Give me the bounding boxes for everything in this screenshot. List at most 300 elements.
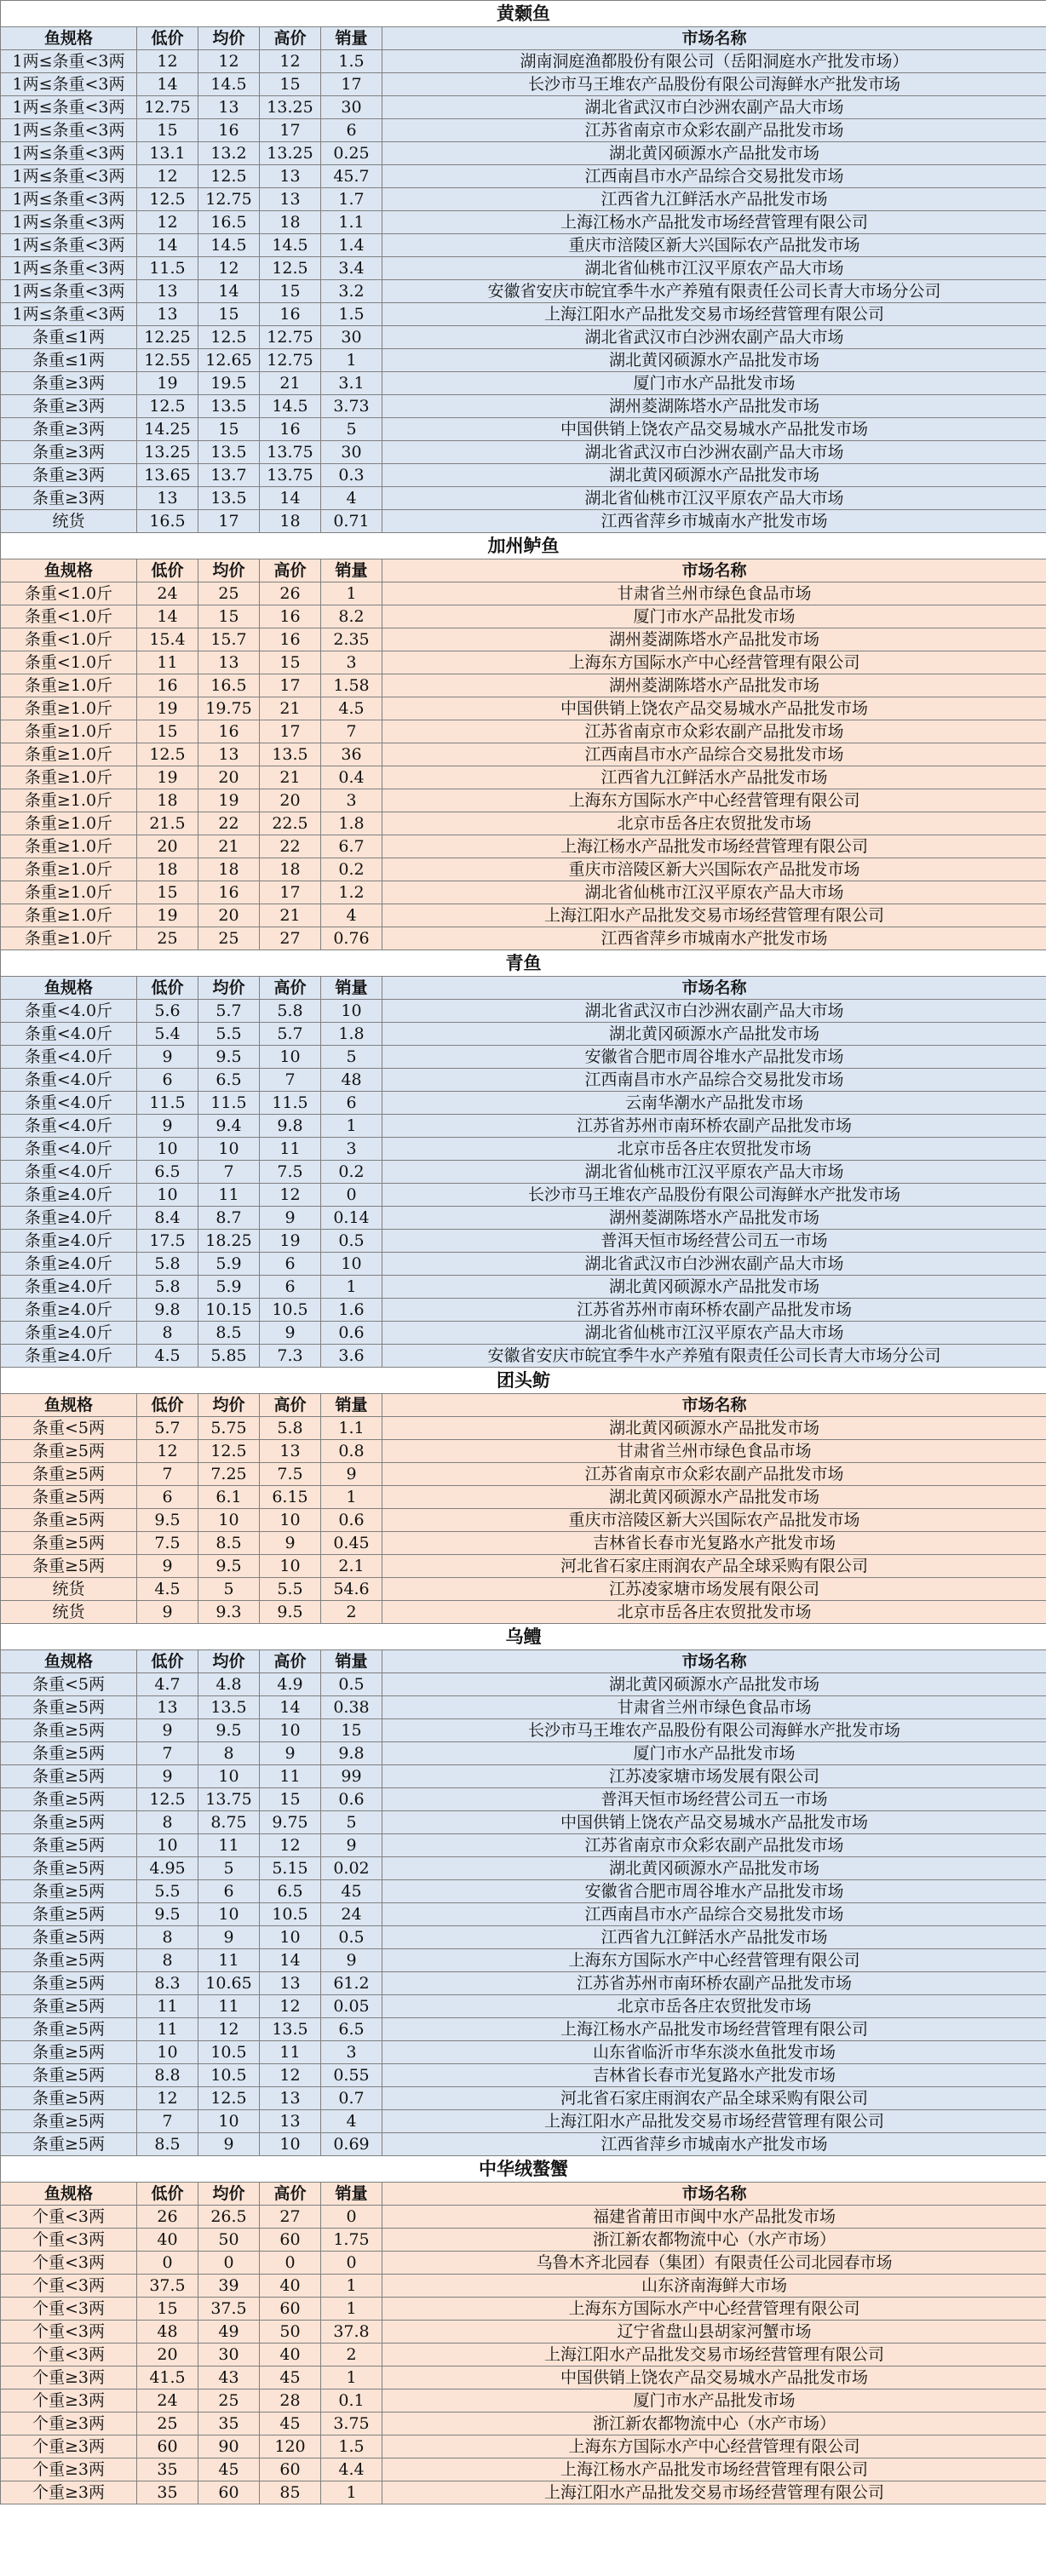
market-name-cell: 湖南洞庭渔都股份有限公司（岳阳洞庭水产批发市场） — [382, 50, 1046, 73]
high-price-cell: 14 — [260, 487, 321, 510]
market-name-cell: 河北省石家庄雨润农产品全球采购有限公司 — [382, 1555, 1046, 1578]
avg-price-cell: 30 — [198, 2344, 260, 2367]
high-price-cell: 11 — [260, 1138, 321, 1161]
avg-price-cell: 13.7 — [198, 464, 260, 487]
market-name-cell: 云南华潮水产品批发市场 — [382, 1092, 1046, 1115]
table-row — [1, 2206, 1046, 2229]
low-price-cell: 12.5 — [137, 743, 198, 766]
volume-cell: 1 — [321, 582, 382, 605]
volume-cell: 9 — [321, 1463, 382, 1486]
market-name-cell: 北京市岳各庄农贸批发市场 — [382, 1995, 1046, 2018]
table-row — [1, 326, 1046, 349]
high-price-cell: 7.5 — [260, 1161, 321, 1184]
table-row — [1, 1742, 1046, 1765]
low-price-cell: 4.5 — [137, 1578, 198, 1601]
table-row — [1, 234, 1046, 257]
table-row — [1, 1972, 1046, 1995]
spec-cell: 条重≥5两 — [1, 2110, 137, 2133]
low-price-cell: 14.25 — [137, 418, 198, 441]
high-price-cell: 15 — [260, 651, 321, 674]
market-name-cell: 普洱天恒市场经营公司五一市场 — [382, 1230, 1046, 1253]
table-row — [1, 1696, 1046, 1719]
table-row — [1, 1903, 1046, 1926]
market-name-cell: 江西省九江鲜活水产品批发市场 — [382, 188, 1046, 211]
spec-cell: 条重≥1.0斤 — [1, 697, 137, 720]
avg-price-cell: 5.85 — [198, 1345, 260, 1368]
column-header: 销量 — [321, 27, 382, 50]
table-row — [1, 2229, 1046, 2252]
spec-cell: 个重≥3两 — [1, 2458, 137, 2481]
high-price-cell: 22 — [260, 835, 321, 858]
high-price-cell: 9 — [260, 1207, 321, 1230]
avg-price-cell: 43 — [198, 2367, 260, 2390]
section-title-row — [1, 950, 1046, 977]
volume-cell: 1.58 — [321, 674, 382, 697]
low-price-cell: 10 — [137, 2041, 198, 2064]
table-row — [1, 441, 1046, 464]
high-price-cell: 12 — [260, 1184, 321, 1207]
table-row — [1, 1880, 1046, 1903]
avg-price-cell: 25 — [198, 927, 260, 950]
avg-price-cell: 16 — [198, 119, 260, 142]
section-title-row — [1, 2156, 1046, 2183]
table-row — [1, 142, 1046, 165]
table-row — [1, 697, 1046, 720]
avg-price-cell: 9.5 — [198, 1555, 260, 1578]
spec-cell: 条重≥5两 — [1, 2041, 137, 2064]
high-price-cell: 60 — [260, 2298, 321, 2321]
spec-cell: 1两≤条重<3两 — [1, 234, 137, 257]
table-row — [1, 2064, 1046, 2087]
high-price-cell: 14 — [260, 1696, 321, 1719]
spec-cell: 条重≥3两 — [1, 395, 137, 418]
spec-cell: 条重≥3两 — [1, 487, 137, 510]
market-name-cell: 江苏省苏州市南环桥农副产品批发市场 — [382, 1299, 1046, 1322]
table-row — [1, 766, 1046, 789]
table-row — [1, 674, 1046, 697]
low-price-cell: 11.5 — [137, 1092, 198, 1115]
high-price-cell: 21 — [260, 904, 321, 927]
table-row — [1, 2275, 1046, 2298]
volume-cell: 0.5 — [321, 1230, 382, 1253]
avg-price-cell: 19 — [198, 789, 260, 812]
section-title-row — [1, 1, 1046, 27]
avg-price-cell: 17 — [198, 510, 260, 533]
high-price-cell: 13 — [260, 188, 321, 211]
spec-cell: 条重≥5两 — [1, 1463, 137, 1486]
volume-cell: 0 — [321, 1184, 382, 1207]
table-row — [1, 1926, 1046, 1949]
low-price-cell: 19 — [137, 766, 198, 789]
volume-cell: 45.7 — [321, 165, 382, 188]
market-name-cell: 湖州菱湖陈塔水产品批发市场 — [382, 674, 1046, 697]
low-price-cell: 16.5 — [137, 510, 198, 533]
avg-price-cell: 5 — [198, 1857, 260, 1880]
avg-price-cell: 39 — [198, 2275, 260, 2298]
market-name-cell: 湖北省仙桃市江汉平原农产品大市场 — [382, 487, 1046, 510]
market-name-cell: 江苏省南京市众彩农副产品批发市场 — [382, 1834, 1046, 1857]
low-price-cell: 6.5 — [137, 1161, 198, 1184]
volume-cell: 1 — [321, 349, 382, 372]
low-price-cell: 12 — [137, 50, 198, 73]
column-header: 高价 — [260, 2183, 321, 2206]
low-price-cell: 11 — [137, 2018, 198, 2041]
market-name-cell: 湖北省仙桃市江汉平原农产品大市场 — [382, 257, 1046, 280]
table-row — [1, 2321, 1046, 2344]
avg-price-cell: 5.9 — [198, 1253, 260, 1276]
spec-cell: 个重<3两 — [1, 2229, 137, 2252]
table-row — [1, 1184, 1046, 1207]
high-price-cell: 12.75 — [260, 349, 321, 372]
volume-cell: 0.14 — [321, 1207, 382, 1230]
high-price-cell: 18 — [260, 510, 321, 533]
high-price-cell: 5.8 — [260, 1417, 321, 1440]
volume-cell: 8.2 — [321, 605, 382, 628]
table-row — [1, 119, 1046, 142]
low-price-cell: 12 — [137, 2087, 198, 2110]
high-price-cell: 16 — [260, 605, 321, 628]
table-row — [1, 372, 1046, 395]
low-price-cell: 5.8 — [137, 1276, 198, 1299]
table-row — [1, 1115, 1046, 1138]
volume-cell: 30 — [321, 326, 382, 349]
market-name-cell: 厦门市水产品批发市场 — [382, 372, 1046, 395]
volume-cell: 30 — [321, 96, 382, 119]
spec-cell: 条重<1.0斤 — [1, 651, 137, 674]
market-name-cell: 安徽省安庆市皖宜季牛水产养殖有限责任公司长青大市场分公司 — [382, 280, 1046, 303]
high-price-cell: 12 — [260, 2064, 321, 2087]
spec-cell: 条重≥1.0斤 — [1, 789, 137, 812]
high-price-cell: 60 — [260, 2458, 321, 2481]
table-row — [1, 1000, 1046, 1023]
volume-cell: 4 — [321, 2110, 382, 2133]
table-row — [1, 1834, 1046, 1857]
high-price-cell: 10 — [260, 1046, 321, 1069]
table-row — [1, 395, 1046, 418]
low-price-cell: 13 — [137, 1696, 198, 1719]
volume-cell: 0.6 — [321, 1322, 382, 1345]
volume-cell: 0.6 — [321, 1788, 382, 1811]
high-price-cell: 50 — [260, 2321, 321, 2344]
volume-cell: 1.2 — [321, 881, 382, 904]
high-price-cell: 20 — [260, 789, 321, 812]
market-name-cell: 江西南昌市水产品综合交易批发市场 — [382, 1903, 1046, 1926]
avg-price-cell: 6.1 — [198, 1486, 260, 1509]
low-price-cell: 0 — [137, 2252, 198, 2275]
avg-price-cell: 13.2 — [198, 142, 260, 165]
table-row — [1, 165, 1046, 188]
table-row — [1, 1857, 1046, 1880]
volume-cell: 3.4 — [321, 257, 382, 280]
low-price-cell: 8 — [137, 1949, 198, 1972]
high-price-cell: 7.3 — [260, 1345, 321, 1368]
market-name-cell: 上海东方国际水产中心经营管理有限公司 — [382, 2435, 1046, 2458]
low-price-cell: 12.25 — [137, 326, 198, 349]
section-title: 中华绒螯蟹 — [1, 2156, 1046, 2183]
avg-price-cell: 10.5 — [198, 2064, 260, 2087]
high-price-cell: 11 — [260, 2041, 321, 2064]
table-row — [1, 1230, 1046, 1253]
avg-price-cell: 25 — [198, 2390, 260, 2412]
volume-cell: 48 — [321, 1069, 382, 1092]
market-name-cell: 长沙市马王堆农产品股份有限公司海鲜水产批发市场 — [382, 1719, 1046, 1742]
spec-cell: 条重≥1.0斤 — [1, 812, 137, 835]
avg-price-cell: 12.65 — [198, 349, 260, 372]
market-name-cell: 湖北省仙桃市江汉平原农产品大市场 — [382, 1322, 1046, 1345]
spec-cell: 条重≥5两 — [1, 1903, 137, 1926]
volume-cell: 0.38 — [321, 1696, 382, 1719]
high-price-cell: 13 — [260, 2110, 321, 2133]
spec-cell: 条重≥5两 — [1, 1857, 137, 1880]
volume-cell: 3.2 — [321, 280, 382, 303]
column-header: 低价 — [137, 27, 198, 50]
low-price-cell: 25 — [137, 2412, 198, 2435]
table-row — [1, 2110, 1046, 2133]
high-price-cell: 7 — [260, 1069, 321, 1092]
high-price-cell: 13.5 — [260, 743, 321, 766]
avg-price-cell: 14.5 — [198, 234, 260, 257]
avg-price-cell: 13.5 — [198, 487, 260, 510]
volume-cell: 6.7 — [321, 835, 382, 858]
table-row — [1, 720, 1046, 743]
volume-cell: 2 — [321, 2344, 382, 2367]
volume-cell: 0.7 — [321, 2087, 382, 2110]
table-row — [1, 1995, 1046, 2018]
high-price-cell: 9 — [260, 1322, 321, 1345]
volume-cell: 1.5 — [321, 50, 382, 73]
spec-cell: 条重≥3两 — [1, 418, 137, 441]
low-price-cell: 20 — [137, 2344, 198, 2367]
avg-price-cell: 10.15 — [198, 1299, 260, 1322]
avg-price-cell: 5.5 — [198, 1023, 260, 1046]
spec-cell: 条重<4.0斤 — [1, 1092, 137, 1115]
table-row — [1, 1601, 1046, 1624]
table-row — [1, 1276, 1046, 1299]
market-name-cell: 北京市岳各庄农贸批发市场 — [382, 812, 1046, 835]
low-price-cell: 37.5 — [137, 2275, 198, 2298]
avg-price-cell: 10 — [198, 1903, 260, 1926]
volume-cell: 0.1 — [321, 2390, 382, 2412]
market-name-cell: 上海江阳水产品批发交易市场经营管理有限公司 — [382, 2344, 1046, 2367]
column-header: 高价 — [260, 1650, 321, 1673]
avg-price-cell: 21 — [198, 835, 260, 858]
high-price-cell: 11 — [260, 1765, 321, 1788]
market-name-cell: 湖北黄冈硕源水产品批发市场 — [382, 1857, 1046, 1880]
high-price-cell: 14.5 — [260, 395, 321, 418]
table-row — [1, 1161, 1046, 1184]
volume-cell: 2.1 — [321, 1555, 382, 1578]
spec-cell: 条重≥5两 — [1, 1834, 137, 1857]
low-price-cell: 26 — [137, 2206, 198, 2229]
market-name-cell: 上海江阳水产品批发交易市场经营管理有限公司 — [382, 2110, 1046, 2133]
spec-cell: 1两≤条重<3两 — [1, 257, 137, 280]
high-price-cell: 6.5 — [260, 1880, 321, 1903]
avg-price-cell: 12 — [198, 257, 260, 280]
market-name-cell: 江苏省苏州市南环桥农副产品批发市场 — [382, 1972, 1046, 1995]
avg-price-cell: 0 — [198, 2252, 260, 2275]
volume-cell: 24 — [321, 1903, 382, 1926]
table-row — [1, 812, 1046, 835]
high-price-cell: 21 — [260, 697, 321, 720]
low-price-cell: 8 — [137, 1322, 198, 1345]
table-row — [1, 1486, 1046, 1509]
spec-cell: 1两≤条重<3两 — [1, 280, 137, 303]
low-price-cell: 12.5 — [137, 188, 198, 211]
high-price-cell: 10 — [260, 1555, 321, 1578]
avg-price-cell: 60 — [198, 2481, 260, 2504]
high-price-cell: 40 — [260, 2344, 321, 2367]
spec-cell: 条重≥3两 — [1, 372, 137, 395]
high-price-cell: 21 — [260, 766, 321, 789]
avg-price-cell: 35 — [198, 2412, 260, 2435]
volume-cell: 45 — [321, 1880, 382, 1903]
spec-cell: 个重<3两 — [1, 2298, 137, 2321]
spec-cell: 条重≥5两 — [1, 2064, 137, 2087]
high-price-cell: 5.15 — [260, 1857, 321, 1880]
table-row — [1, 1788, 1046, 1811]
avg-price-cell: 12.75 — [198, 188, 260, 211]
low-price-cell: 5.4 — [137, 1023, 198, 1046]
low-price-cell: 15 — [137, 720, 198, 743]
market-name-cell: 河北省石家庄雨润农产品全球采购有限公司 — [382, 2087, 1046, 2110]
spec-cell: 条重≥5两 — [1, 1509, 137, 1532]
volume-cell: 9.8 — [321, 1742, 382, 1765]
low-price-cell: 19 — [137, 697, 198, 720]
table-row — [1, 2390, 1046, 2412]
spec-cell: 条重≥4.0斤 — [1, 1276, 137, 1299]
high-price-cell: 17 — [260, 674, 321, 697]
market-name-cell: 厦门市水产品批发市场 — [382, 2390, 1046, 2412]
low-price-cell: 9.8 — [137, 1299, 198, 1322]
volume-cell: 0.76 — [321, 927, 382, 950]
table-row — [1, 2344, 1046, 2367]
high-price-cell: 16 — [260, 303, 321, 326]
low-price-cell: 12.75 — [137, 96, 198, 119]
market-name-cell: 浙江新农都物流中心（水产市场） — [382, 2229, 1046, 2252]
table-row — [1, 211, 1046, 234]
market-name-cell: 上海江阳水产品批发交易市场经营管理有限公司 — [382, 303, 1046, 326]
low-price-cell: 7 — [137, 1463, 198, 1486]
low-price-cell: 12 — [137, 1440, 198, 1463]
market-name-cell: 江苏凌家塘市场发展有限公司 — [382, 1578, 1046, 1601]
low-price-cell: 16 — [137, 674, 198, 697]
high-price-cell: 27 — [260, 927, 321, 950]
header-row — [1, 1650, 1046, 1673]
avg-price-cell: 13.5 — [198, 1696, 260, 1719]
low-price-cell: 9 — [137, 1115, 198, 1138]
column-header: 高价 — [260, 27, 321, 50]
avg-price-cell: 18 — [198, 858, 260, 881]
spec-cell: 条重≥5两 — [1, 1949, 137, 1972]
column-header: 销量 — [321, 559, 382, 582]
spec-cell: 统货 — [1, 1578, 137, 1601]
volume-cell: 3 — [321, 1138, 382, 1161]
market-name-cell: 山东济南海鲜大市场 — [382, 2275, 1046, 2298]
avg-price-cell: 37.5 — [198, 2298, 260, 2321]
column-header: 均价 — [198, 2183, 260, 2206]
table-row — [1, 1023, 1046, 1046]
low-price-cell: 35 — [137, 2458, 198, 2481]
avg-price-cell: 15 — [198, 303, 260, 326]
table-row — [1, 2018, 1046, 2041]
low-price-cell: 5.7 — [137, 1417, 198, 1440]
table-row — [1, 1555, 1046, 1578]
table-row — [1, 96, 1046, 119]
column-header: 市场名称 — [382, 1650, 1046, 1673]
low-price-cell: 13 — [137, 303, 198, 326]
market-name-cell: 湖北省仙桃市江汉平原农产品大市场 — [382, 1161, 1046, 1184]
avg-price-cell: 12.5 — [198, 1440, 260, 1463]
spec-cell: 个重≥3两 — [1, 2390, 137, 2412]
avg-price-cell: 11 — [198, 1949, 260, 1972]
high-price-cell: 6.15 — [260, 1486, 321, 1509]
volume-cell: 3.1 — [321, 372, 382, 395]
spec-cell: 1两≤条重<3两 — [1, 303, 137, 326]
volume-cell: 0.71 — [321, 510, 382, 533]
market-name-cell: 甘肃省兰州市绿色食品市场 — [382, 1440, 1046, 1463]
spec-cell: 个重≥3两 — [1, 2435, 137, 2458]
table-row — [1, 1092, 1046, 1115]
avg-price-cell: 14.5 — [198, 73, 260, 96]
low-price-cell: 41.5 — [137, 2367, 198, 2390]
spec-cell: 条重≥5两 — [1, 1811, 137, 1834]
column-header: 高价 — [260, 977, 321, 1000]
spec-cell: 1两≤条重<3两 — [1, 165, 137, 188]
market-name-cell: 上海江阳水产品批发交易市场经营管理有限公司 — [382, 2481, 1046, 2504]
volume-cell: 4 — [321, 487, 382, 510]
market-name-cell: 湖北省武汉市白沙洲农副产品大市场 — [382, 1000, 1046, 1023]
market-name-cell: 湖北黄冈硕源水产品批发市场 — [382, 1023, 1046, 1046]
market-name-cell: 厦门市水产品批发市场 — [382, 1742, 1046, 1765]
spec-cell: 条重<1.0斤 — [1, 582, 137, 605]
market-name-cell: 长沙市马王堆农产品股份有限公司海鲜水产批发市场 — [382, 1184, 1046, 1207]
market-name-cell: 江西省萍乡市城南水产批发市场 — [382, 927, 1046, 950]
market-name-cell: 吉林省长春市光复路水产批发市场 — [382, 1532, 1046, 1555]
market-name-cell: 江西省九江鲜活水产品批发市场 — [382, 766, 1046, 789]
table-row — [1, 858, 1046, 881]
market-name-cell: 湖州菱湖陈塔水产品批发市场 — [382, 628, 1046, 651]
avg-price-cell: 5.75 — [198, 1417, 260, 1440]
volume-cell: 0 — [321, 2252, 382, 2275]
table-row — [1, 835, 1046, 858]
table-row — [1, 2041, 1046, 2064]
avg-price-cell: 19.75 — [198, 697, 260, 720]
market-name-cell: 重庆市涪陵区新大兴国际农产品批发市场 — [382, 858, 1046, 881]
spec-cell: 条重≥5两 — [1, 1532, 137, 1555]
market-name-cell: 厦门市水产品批发市场 — [382, 605, 1046, 628]
table-row — [1, 73, 1046, 96]
high-price-cell: 120 — [260, 2435, 321, 2458]
market-name-cell: 上海江杨水产品批发市场经营管理有限公司 — [382, 835, 1046, 858]
spec-cell: 条重≥4.0斤 — [1, 1230, 137, 1253]
table-row — [1, 1417, 1046, 1440]
table-row — [1, 1949, 1046, 1972]
volume-cell: 0.5 — [321, 1673, 382, 1696]
table-row — [1, 2481, 1046, 2504]
low-price-cell: 10 — [137, 1834, 198, 1857]
volume-cell: 30 — [321, 441, 382, 464]
low-price-cell: 18 — [137, 789, 198, 812]
avg-price-cell: 12.5 — [198, 2087, 260, 2110]
low-price-cell: 13.65 — [137, 464, 198, 487]
volume-cell: 99 — [321, 1765, 382, 1788]
high-price-cell: 13.5 — [260, 2018, 321, 2041]
avg-price-cell: 12 — [198, 50, 260, 73]
column-header: 均价 — [198, 27, 260, 50]
volume-cell: 1 — [321, 2298, 382, 2321]
market-name-cell: 上海江杨水产品批发市场经营管理有限公司 — [382, 2458, 1046, 2481]
avg-price-cell: 20 — [198, 766, 260, 789]
